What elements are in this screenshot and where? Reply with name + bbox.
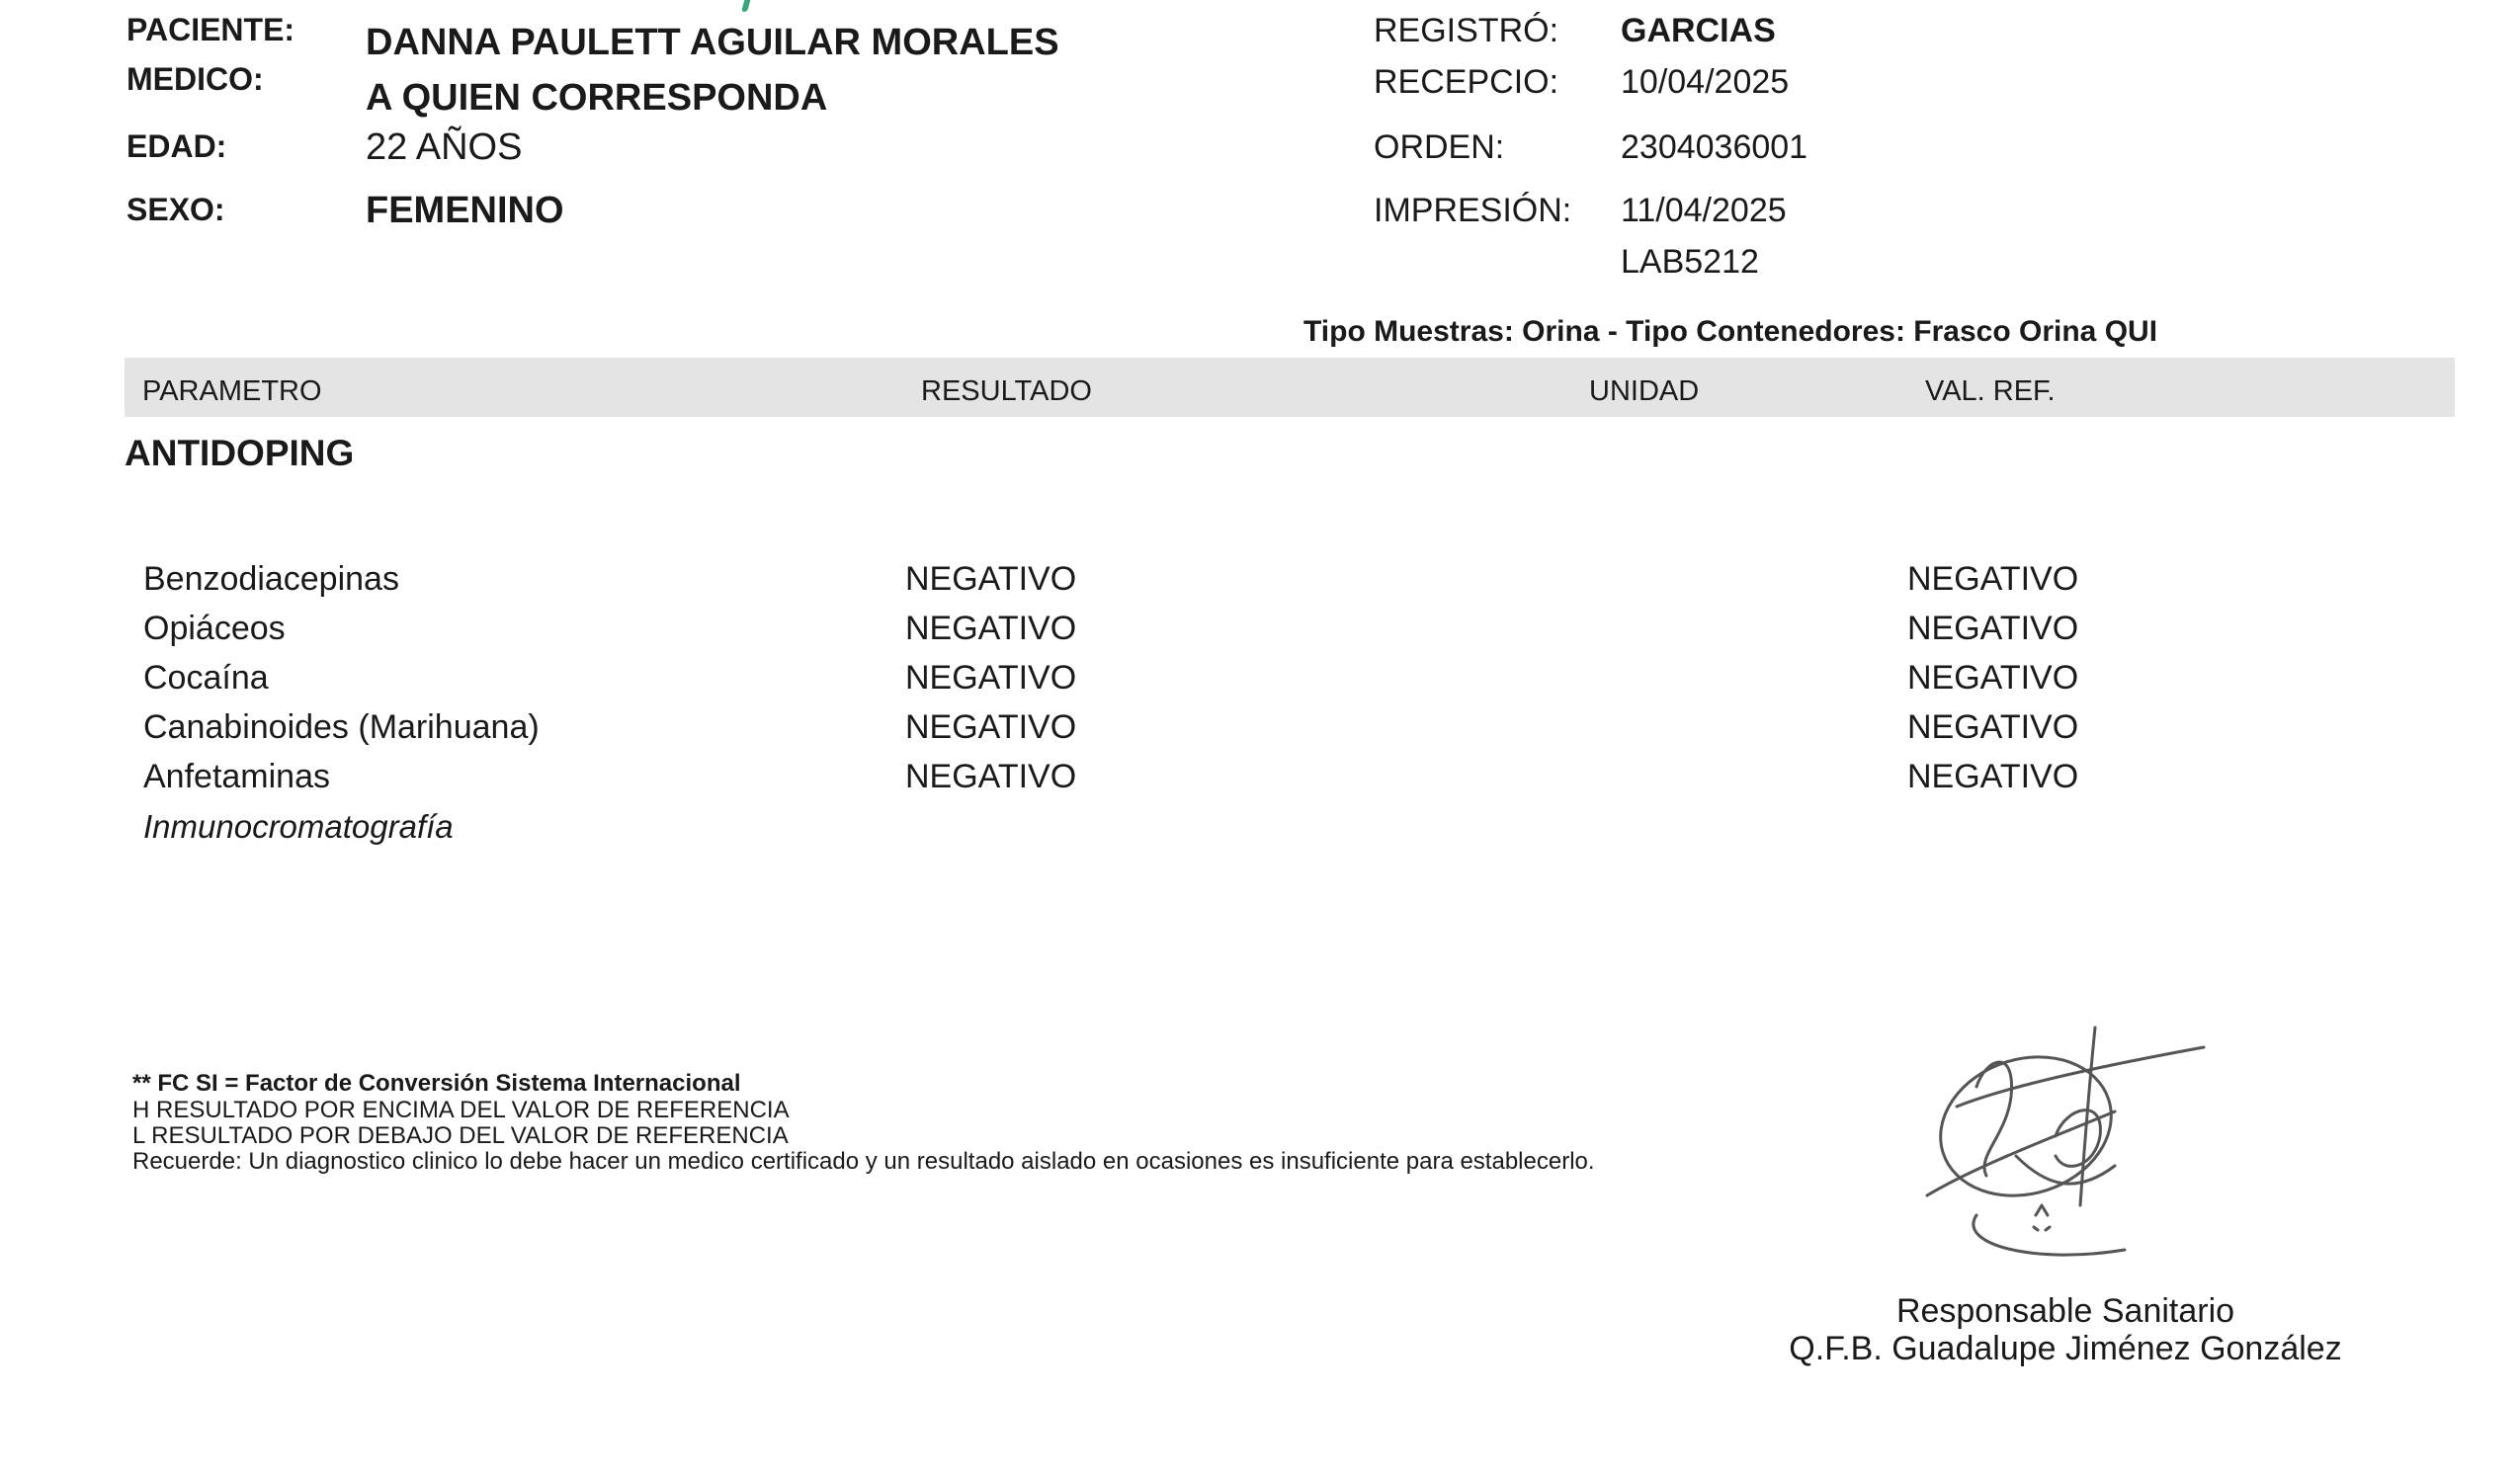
row-resultado: NEGATIVO: [905, 610, 1077, 647]
edad-value: 22 AÑOS: [366, 126, 523, 168]
row-resultado: NEGATIVO: [905, 758, 1077, 795]
paciente-value: DANNA PAULETT AGUILAR MORALES: [366, 22, 1059, 63]
row-val-ref: NEGATIVO: [1907, 560, 2079, 598]
section-title: ANTIDOPING: [125, 433, 355, 473]
header-val-ref: VAL. REF.: [1925, 375, 2056, 407]
header-unidad: UNIDAD: [1589, 375, 1700, 407]
row-val-ref: NEGATIVO: [1907, 610, 2079, 647]
logo-fragment: [741, 0, 751, 12]
table-header: [125, 358, 2455, 417]
signature-image: [1917, 1018, 2233, 1265]
orden-value: 2304036001: [1621, 128, 1808, 166]
row-parametro: Anfetaminas: [143, 758, 330, 795]
footnote-fc-si: ** FC SI = Factor de Conversión Sistema Internacional: [132, 1070, 741, 1097]
header-resultado: RESULTADO: [921, 375, 1092, 407]
registro-label: REGISTRÓ:: [1374, 12, 1559, 49]
method-note: Inmunocromatografía: [143, 808, 454, 845]
row-resultado: NEGATIVO: [905, 708, 1077, 746]
registro-value: GARCIAS: [1621, 12, 1776, 49]
signature-name: Q.F.B. Guadalupe Jiménez González: [1789, 1330, 2342, 1367]
medico-value: A QUIEN CORRESPONDA: [366, 77, 828, 119]
footnote-disclaimer: Recuerde: Un diagnostico clinico lo debe hacer un medico certificado y un resultado aislado en ocasiones es insuficiente para establecerlo.: [132, 1148, 1595, 1175]
table-row: [0, 708, 2520, 758]
row-val-ref: NEGATIVO: [1907, 659, 2079, 697]
orden-label: ORDEN:: [1374, 128, 1505, 166]
row-parametro: Cocaína: [143, 659, 269, 697]
footnote-high: H RESULTADO POR ENCIMA DEL VALOR DE REFERENCIA: [132, 1097, 790, 1123]
lab-code: LAB5212: [1621, 243, 1759, 281]
row-resultado: NEGATIVO: [905, 560, 1077, 598]
row-val-ref: NEGATIVO: [1907, 708, 2079, 746]
signature-role: Responsable Sanitario: [1895, 1292, 2235, 1330]
sexo-value: FEMENINO: [366, 190, 564, 231]
sexo-label: SEXO:: [126, 192, 225, 227]
impresion-value: 11/04/2025: [1621, 192, 1787, 229]
row-val-ref: NEGATIVO: [1907, 758, 2079, 795]
table-row: [0, 560, 2520, 610]
edad-label: EDAD:: [126, 128, 227, 164]
recepcio-value: 10/04/2025: [1621, 63, 1790, 101]
paciente-label: PACIENTE:: [126, 12, 295, 47]
table-row: [0, 610, 2520, 659]
footnote-low: L RESULTADO POR DEBAJO DEL VALOR DE REFERENCIA: [132, 1122, 789, 1149]
impresion-label: IMPRESIÓN:: [1374, 192, 1572, 229]
header-parametro: PARAMETRO: [142, 375, 322, 407]
row-parametro: Benzodiacepinas: [143, 560, 399, 598]
medico-label: MEDICO:: [126, 61, 264, 97]
sample-info: Tipo Muestras: Orina - Tipo Contenedores: Frasco Orina QUI: [1303, 315, 2158, 348]
table-row: [0, 659, 2520, 708]
table-row: [0, 758, 2520, 807]
row-parametro: Canabinoides (Marihuana): [143, 708, 540, 746]
row-parametro: Opiáceos: [143, 610, 286, 647]
row-resultado: NEGATIVO: [905, 659, 1077, 697]
recepcio-label: RECEPCIO:: [1374, 63, 1559, 101]
